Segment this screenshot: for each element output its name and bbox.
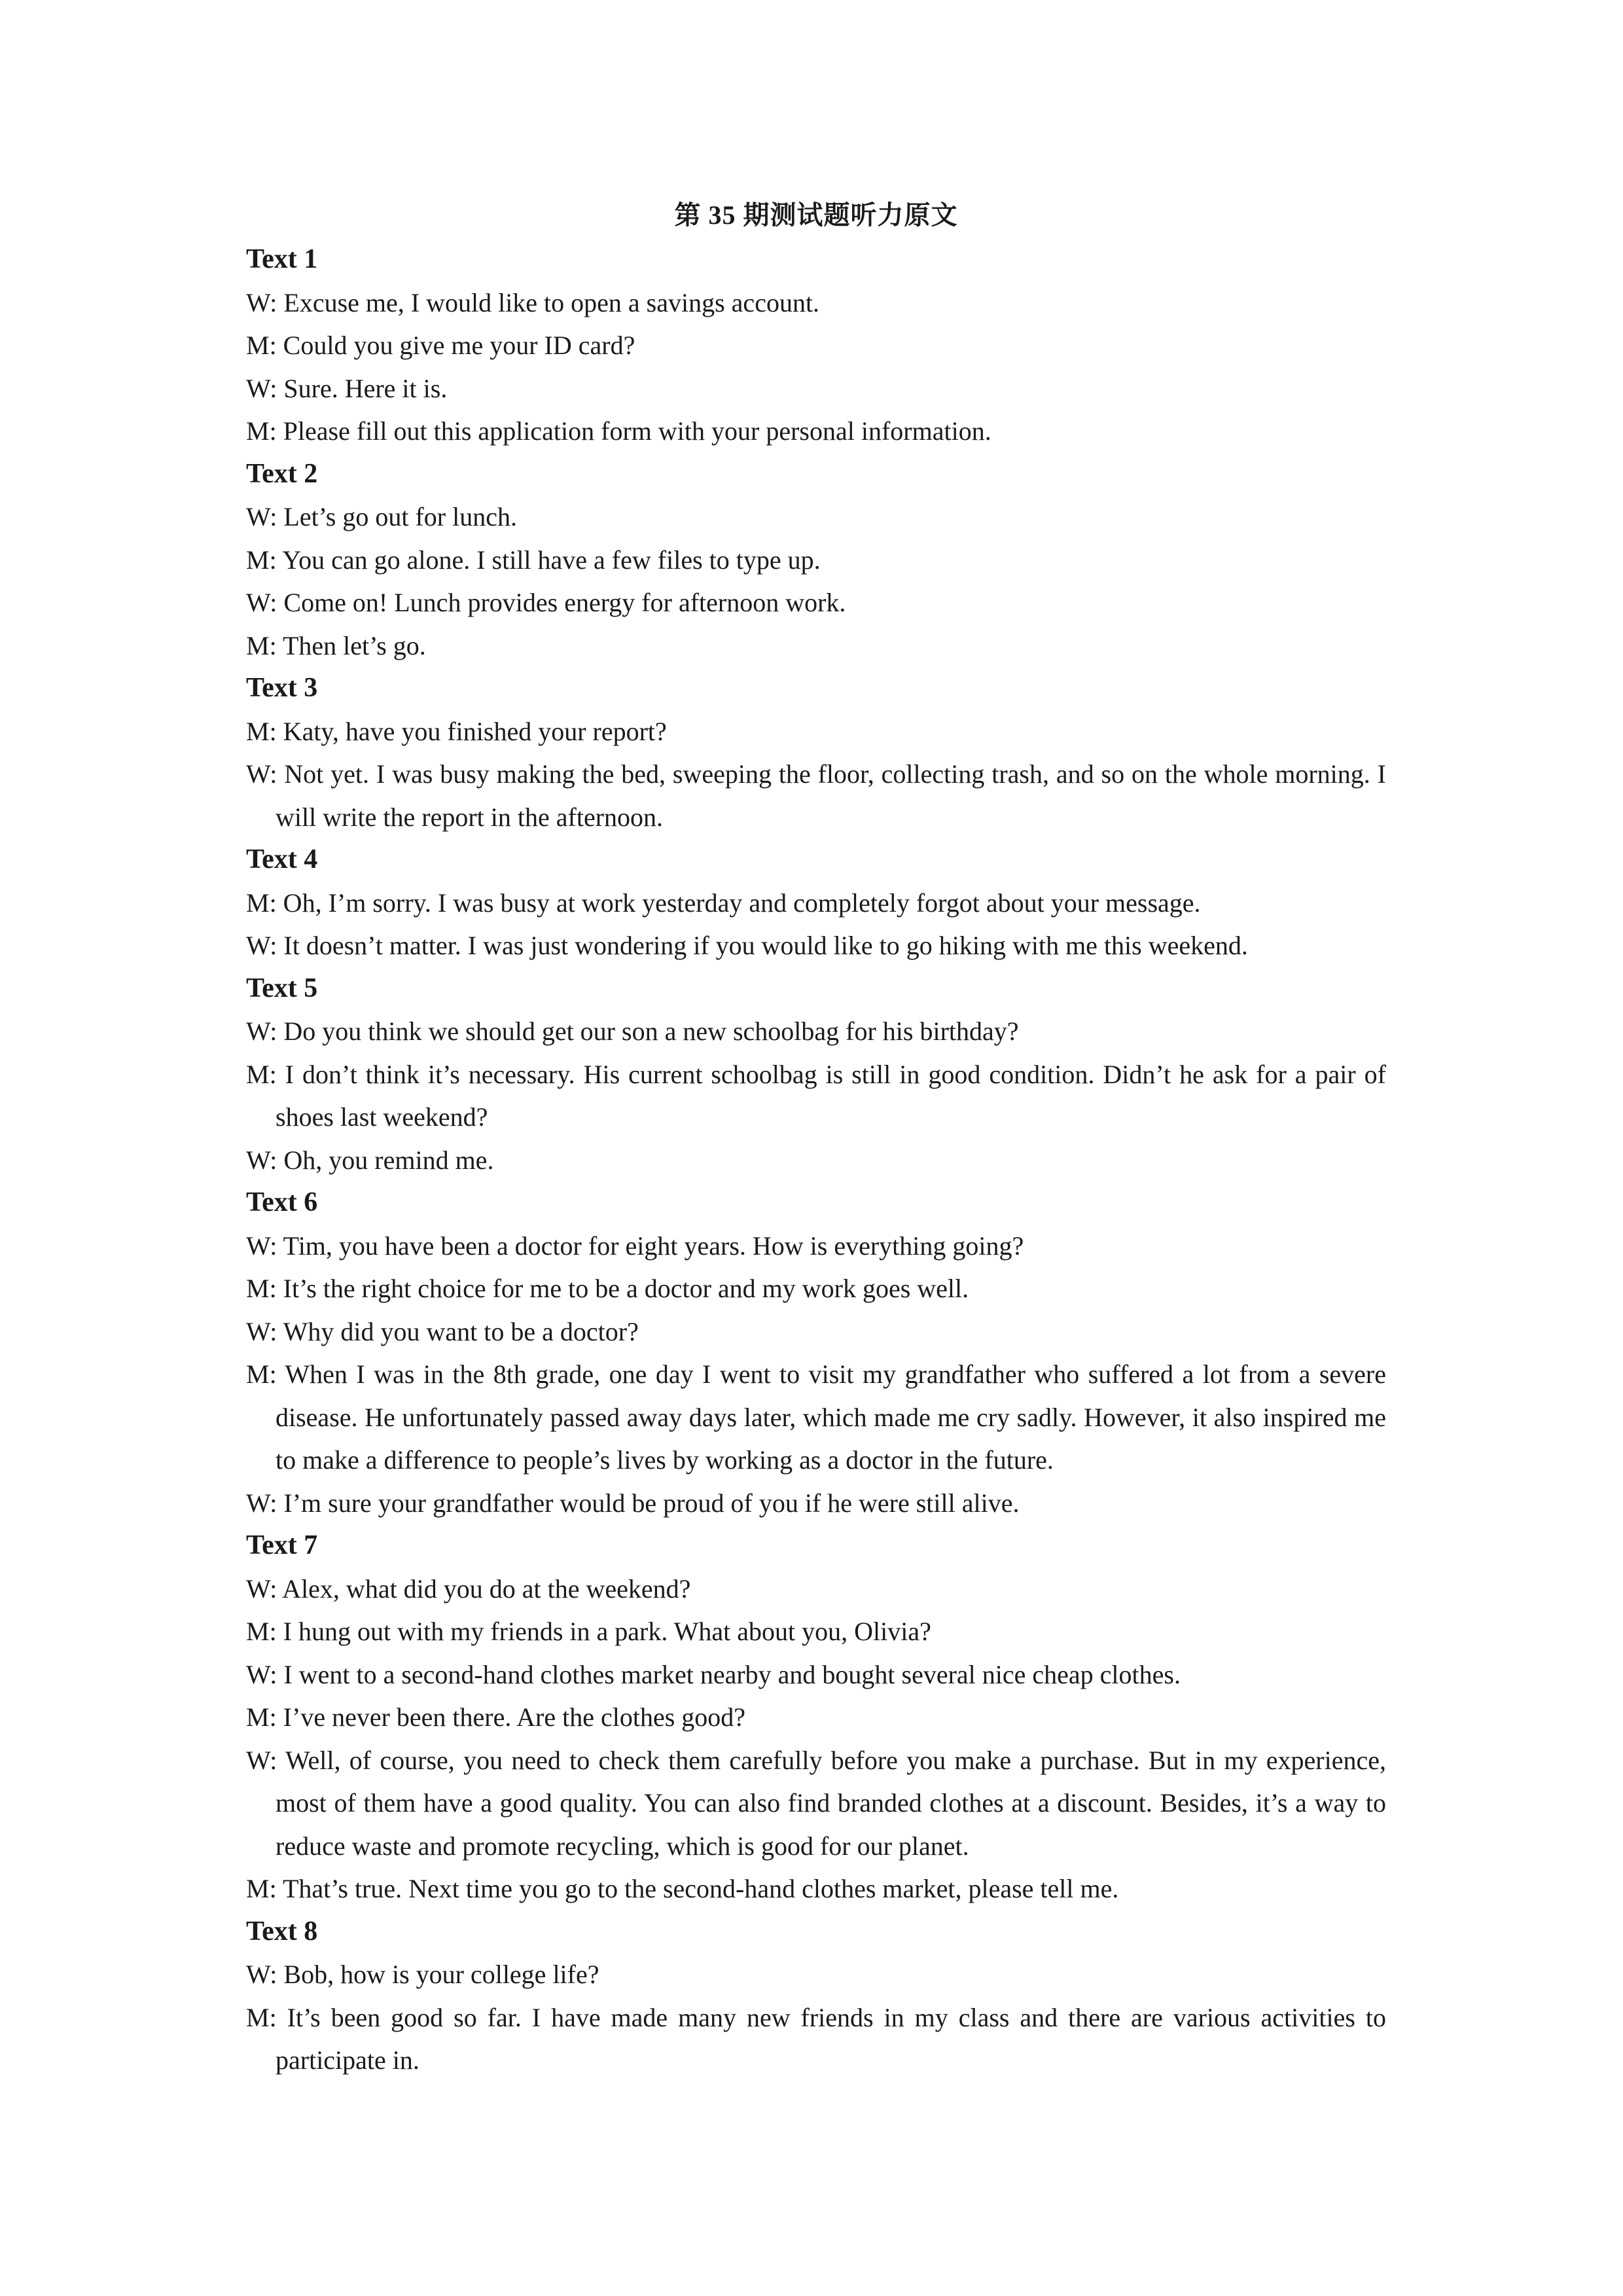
dialogue-line: M: Could you give me your ID card? xyxy=(246,331,635,360)
dialogue-line: W: Sure. Here it is. xyxy=(246,373,448,403)
dialogue-line: M: It’s the right choice for me to be a doctor and my work goes well. xyxy=(246,1274,969,1303)
text-section-4 xyxy=(246,838,1386,967)
dialogue-line: M: That’s true. Next time you go to the second-hand clothes market, please tell me. xyxy=(246,1874,1119,1903)
dialogue-line: M: When I was in the 8th grade, one day I went to visit my grandfather who suffered a lot from a severe disease. He unfortunately passed away days later, which made me cry sadly. However, it also inspired me to make a difference to people’s lives by working as a doctor in the future. xyxy=(246,1359,1386,1475)
text-section-2 xyxy=(246,453,1386,668)
section-heading: Text 1 xyxy=(246,244,318,274)
section-heading: Text 5 xyxy=(246,973,318,1003)
dialogue-line: W: Well, of course, you need to check them carefully before you make a purchase. But in my experience, most of them have a good quality. You can also find branded clothes at a discount. Besides, it’s a way to reduce waste and promote recycling, which is good for our planet. xyxy=(246,1745,1386,1861)
dialogue-line: W: Why did you want to be a doctor? xyxy=(246,1316,639,1346)
text-section-1 xyxy=(246,238,1386,453)
dialogue-line: M: It’s been good so far. I have made many new friends in my class and there are various activities to participate in. xyxy=(246,2002,1386,2075)
dialogue-line: M: Katy, have you finished your report? xyxy=(246,716,667,746)
transcript-body xyxy=(246,238,1386,2082)
dialogue-line: W: Tim, you have been a doctor for eight years. How is everything going? xyxy=(246,1230,1024,1261)
document-page xyxy=(246,196,1386,2082)
text-section-8 xyxy=(246,1910,1386,2082)
dialogue-line: W: Come on! Lunch provides energy for afternoon work. xyxy=(246,588,846,617)
dialogue-line: M: I hung out with my friends in a park. What about you, Olivia? xyxy=(246,1617,931,1646)
dialogue-line: W: It doesn’t matter. I was just wondering if you would like to go hiking with me this weekend. xyxy=(246,931,1248,960)
dialogue-line: W: I went to a second-hand clothes market nearby and bought several nice cheap clothes. xyxy=(246,1659,1181,1689)
text-section-6 xyxy=(246,1181,1386,1524)
dialogue-line: W: I’m sure your grandfather would be proud of you if he were still alive. xyxy=(246,1488,1020,1518)
dialogue-line: W: Let’s go out for lunch. xyxy=(246,502,517,531)
text-section-7 xyxy=(246,1524,1386,1910)
dialogue-line: W: Excuse me, I would like to open a savings account. xyxy=(246,287,820,317)
dialogue-line: W: Do you think we should get our son a new schoolbag for his birthday? xyxy=(246,1016,1019,1046)
dialogue-line: M: Then let’s go. xyxy=(246,630,426,660)
section-heading: Text 8 xyxy=(246,1916,318,1946)
dialogue-line: W: Bob, how is your college life? xyxy=(246,1960,599,1989)
section-heading: Text 2 xyxy=(246,458,318,489)
section-heading: Text 4 xyxy=(246,844,318,874)
section-heading: Text 7 xyxy=(246,1530,318,1560)
page-title: 第 35 期测试题听力原文 xyxy=(674,200,958,230)
dialogue-line: W: Oh, you remind me. xyxy=(246,1145,494,1175)
dialogue-line: W: Not yet. I was busy making the bed, sweeping the floor, collecting trash, and so on the whole morning. I will write the report in the afternoon. xyxy=(246,759,1386,832)
dialogue-line: W: Alex, what did you do at the weekend? xyxy=(246,1573,691,1604)
section-heading: Text 3 xyxy=(246,673,318,703)
dialogue-line: M: I don’t think it’s necessary. His current schoolbag is still in good condition. Didn’t he ask for a pair of shoes last weekend? xyxy=(246,1059,1386,1132)
text-section-3 xyxy=(246,667,1386,838)
dialogue-line: M: You can go alone. I still have a few files to type up. xyxy=(246,545,821,575)
dialogue-line: M: I’ve never been there. Are the clothes good? xyxy=(246,1702,746,1732)
text-section-5 xyxy=(246,967,1386,1182)
dialogue-line: M: Oh, I’m sorry. I was busy at work yesterday and completely forgot about your message. xyxy=(246,888,1201,918)
section-heading: Text 6 xyxy=(246,1187,318,1217)
dialogue-line: M: Please fill out this application form with your personal information. xyxy=(246,416,991,446)
